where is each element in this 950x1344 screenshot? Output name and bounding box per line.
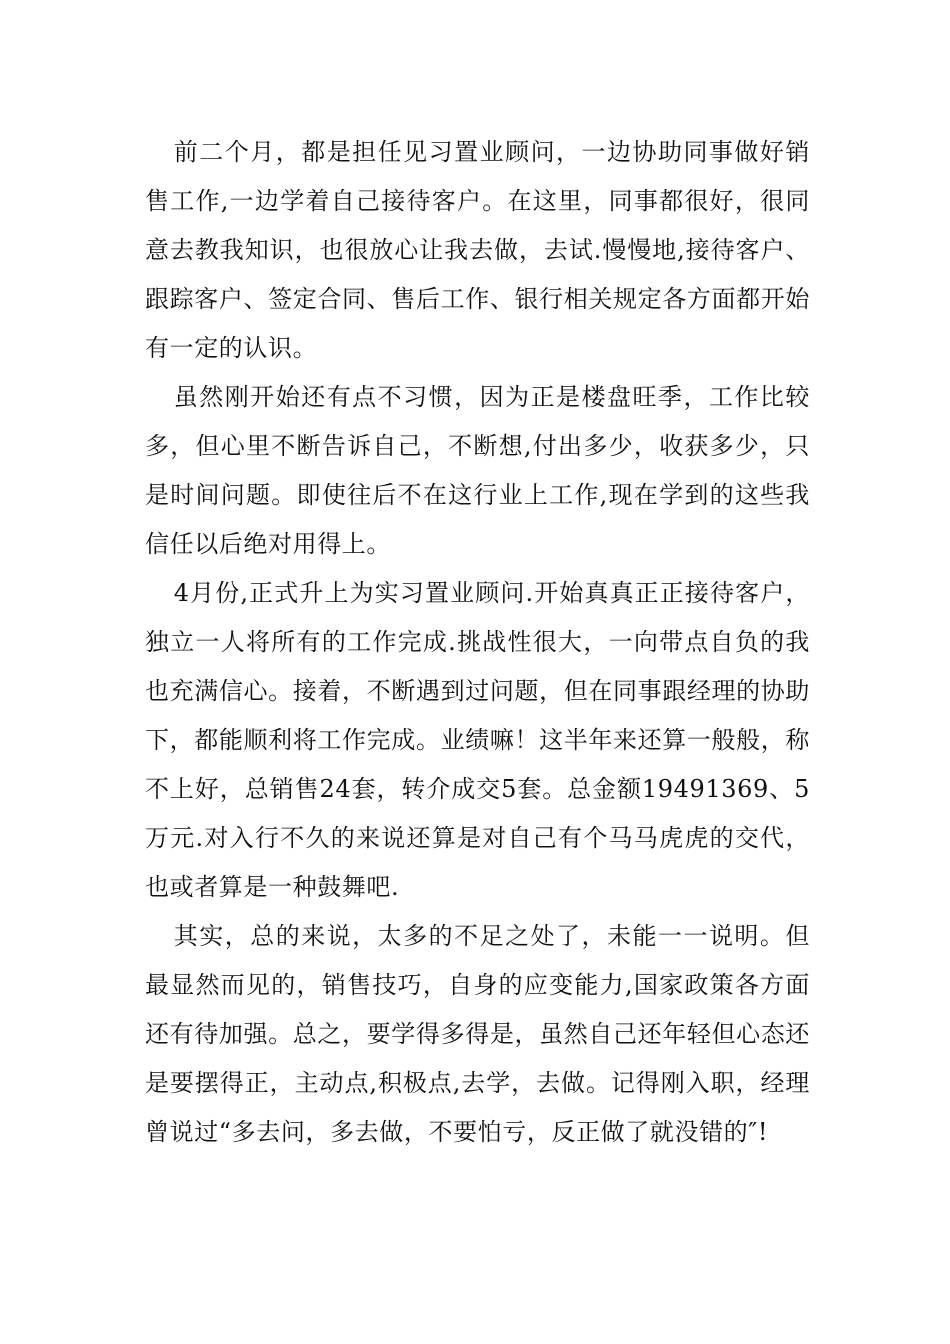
paragraph-1: 前二个月，都是担任见习置业顾问，一边协助同事做好销售工作,一边学着自己接待客户。在这里，同事都很好，很同意去教我知识，也很放心让我去做，去试.慢慢地,接待客户、跟踪客户、签定合同、售后工作、银行相关规定各方面都开始有一定的认识。 <box>145 138 810 362</box>
paragraph-4: 其实，总的来说，太多的不足之处了，未能一一说明。但最显然而见的，销售技巧，自身的应变能力,国家政策各方面还有待加强。总之，要学得多得是，虽然自己还年轻但心态还是要摆得正，主动点,积极点,去学，去做。记得刚入职，经理曾说过“多去问，多去做，不要怕亏，反正做了就没错的″! <box>145 922 810 1146</box>
paragraph-2: 虽然刚开始还有点不习惯，因为正是楼盘旺季，工作比较多，但心里不断告诉自己，不断想,付出多少，收获多少，只是时间问题。即使往后不在这行业上工作,现在学到的这些我信任以后绝对用得上。 <box>145 383 810 558</box>
paragraph-3: 4月份,正式升上为实习置业顾问.开始真真正正接待客户，独立一人将所有的工作完成.挑战性很大，一向带点自负的我也充满信心。接着，不断遇到过问题，但在同事跟经理的协助下，都能顺利将工作完成。业绩嘛！这半年来还算一般般，称不上好，总销售24套，转介成交5套。总金额19491369、5万元.对入行不久的来说还算是对自己有个马马虎虎的交代，也或者算是一种鼓舞吧. <box>145 579 810 901</box>
document-body <box>145 128 810 1157</box>
